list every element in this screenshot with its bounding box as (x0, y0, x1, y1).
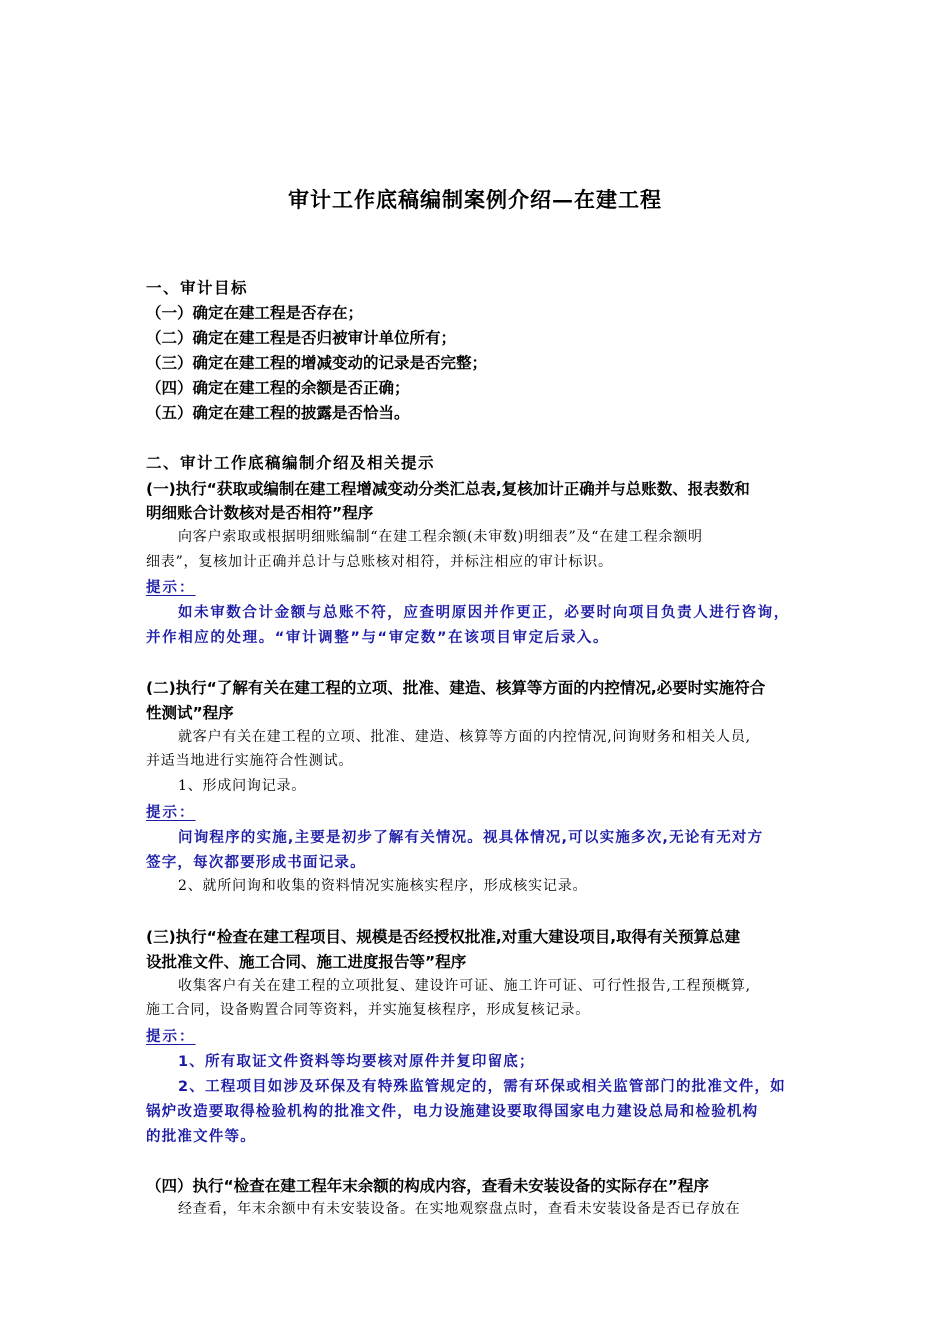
objective-item: （一）确定在建工程是否存在； (146, 304, 364, 322)
tip-text: 2、工程项目如涉及环保及有特殊监管规定的，需有环保或相关监管部门的批准文件，如 (178, 1079, 786, 1095)
document-title: 审计工作底稿编制案例介绍—在建工程 (288, 187, 662, 212)
procedure-title: 设批准文件、施工合同、施工进度报告等”程序 (146, 953, 467, 971)
procedure-body: 并适当地进行实施符合性测试。 (146, 753, 354, 769)
procedure-title: (一)执行“获取或编制在建工程增减变动分类汇总表,复核加计正确并与总账数、报表数和 (146, 480, 750, 498)
objective-item: （三）确定在建工程的增减变动的记录是否完整； (146, 354, 488, 372)
procedure-body: 细表”，复核加计正确并总计与总账核对相符，并标注相应的审计标识。 (146, 554, 613, 570)
procedure-title: 明细账合计数核对是否相符”程序 (146, 504, 374, 522)
procedure-title: (三)执行“检查在建工程项目、规模是否经授权批准,对重大建设项目,取得有关预算总建 (146, 928, 741, 946)
procedure-body: 向客户索取或根据明细账编制“在建工程余额(未审数)明细表”及“在建工程余额明 (178, 529, 703, 545)
procedure-item: 2、就所问询和收集的资料情况实施核实程序，形成核实记录。 (178, 878, 588, 894)
procedure-item: 1、形成问询记录。 (178, 778, 307, 794)
tip-text: 签字，每次都要形成书面记录。 (146, 855, 366, 871)
section1-heading: 一、审计目标 (146, 279, 249, 297)
section2-heading: 二、审计工作底稿编制介绍及相关提示 (146, 454, 436, 472)
objective-item: （四）确定在建工程的余额是否正确； (146, 379, 410, 397)
procedure-body: 收集客户有关在建工程的立项批复、建设许可证、施工许可证、可行性报告,工程预概算, (178, 978, 751, 994)
procedure-title: (二)执行“了解有关在建工程的立项、批准、建造、核算等方面的内控情况,必要时实施符合 (146, 679, 766, 697)
procedure-body: 经查看，年末余额中有未安装设备。在实地观察盘点时，查看未安装设备是否已存放在 (178, 1201, 741, 1217)
tip-text: 并作相应的处理。“审计调整”与“审定数”在该项目审定后录入。 (146, 630, 610, 646)
tip-text: 1、所有取证文件资料等均要核对原件并复印留底； (178, 1054, 535, 1070)
procedure-title: （四）执行“检查在建工程年末余额的构成内容，查看未安装设备的实际存在”程序 (146, 1177, 709, 1195)
objective-item: （五）确定在建工程的披露是否恰当。 (146, 404, 410, 422)
tip-label: 提示： (146, 580, 196, 596)
tip-label: 提示： (146, 805, 196, 821)
tip-label: 提示： (146, 1029, 196, 1045)
procedure-title: 性测试”程序 (146, 704, 234, 722)
tip-text: 问询程序的实施,主要是初步了解有关情况。视具体情况,可以实施多次,无论有无对方 (178, 830, 764, 846)
objective-item: （二）确定在建工程是否归被审计单位所有； (146, 329, 457, 347)
procedure-body: 就客户有关在建工程的立项、批准、建造、核算等方面的内控情况,问询财务和相关人员, (178, 729, 751, 745)
tip-text: 锅炉改造要取得检验机构的批准文件，电力设施建设要取得国家电力建设总局和检验机构 (146, 1104, 759, 1120)
tip-text: 的批准文件等。 (146, 1129, 256, 1145)
tip-text: 如未审数合计金额与总账不符，应查明原因并作更正，必要时向项目负责人进行咨询， (178, 605, 790, 621)
procedure-body: 施工合同，设备购置合同等资料，并实施复核程序，形成复核记录。 (146, 1002, 590, 1018)
